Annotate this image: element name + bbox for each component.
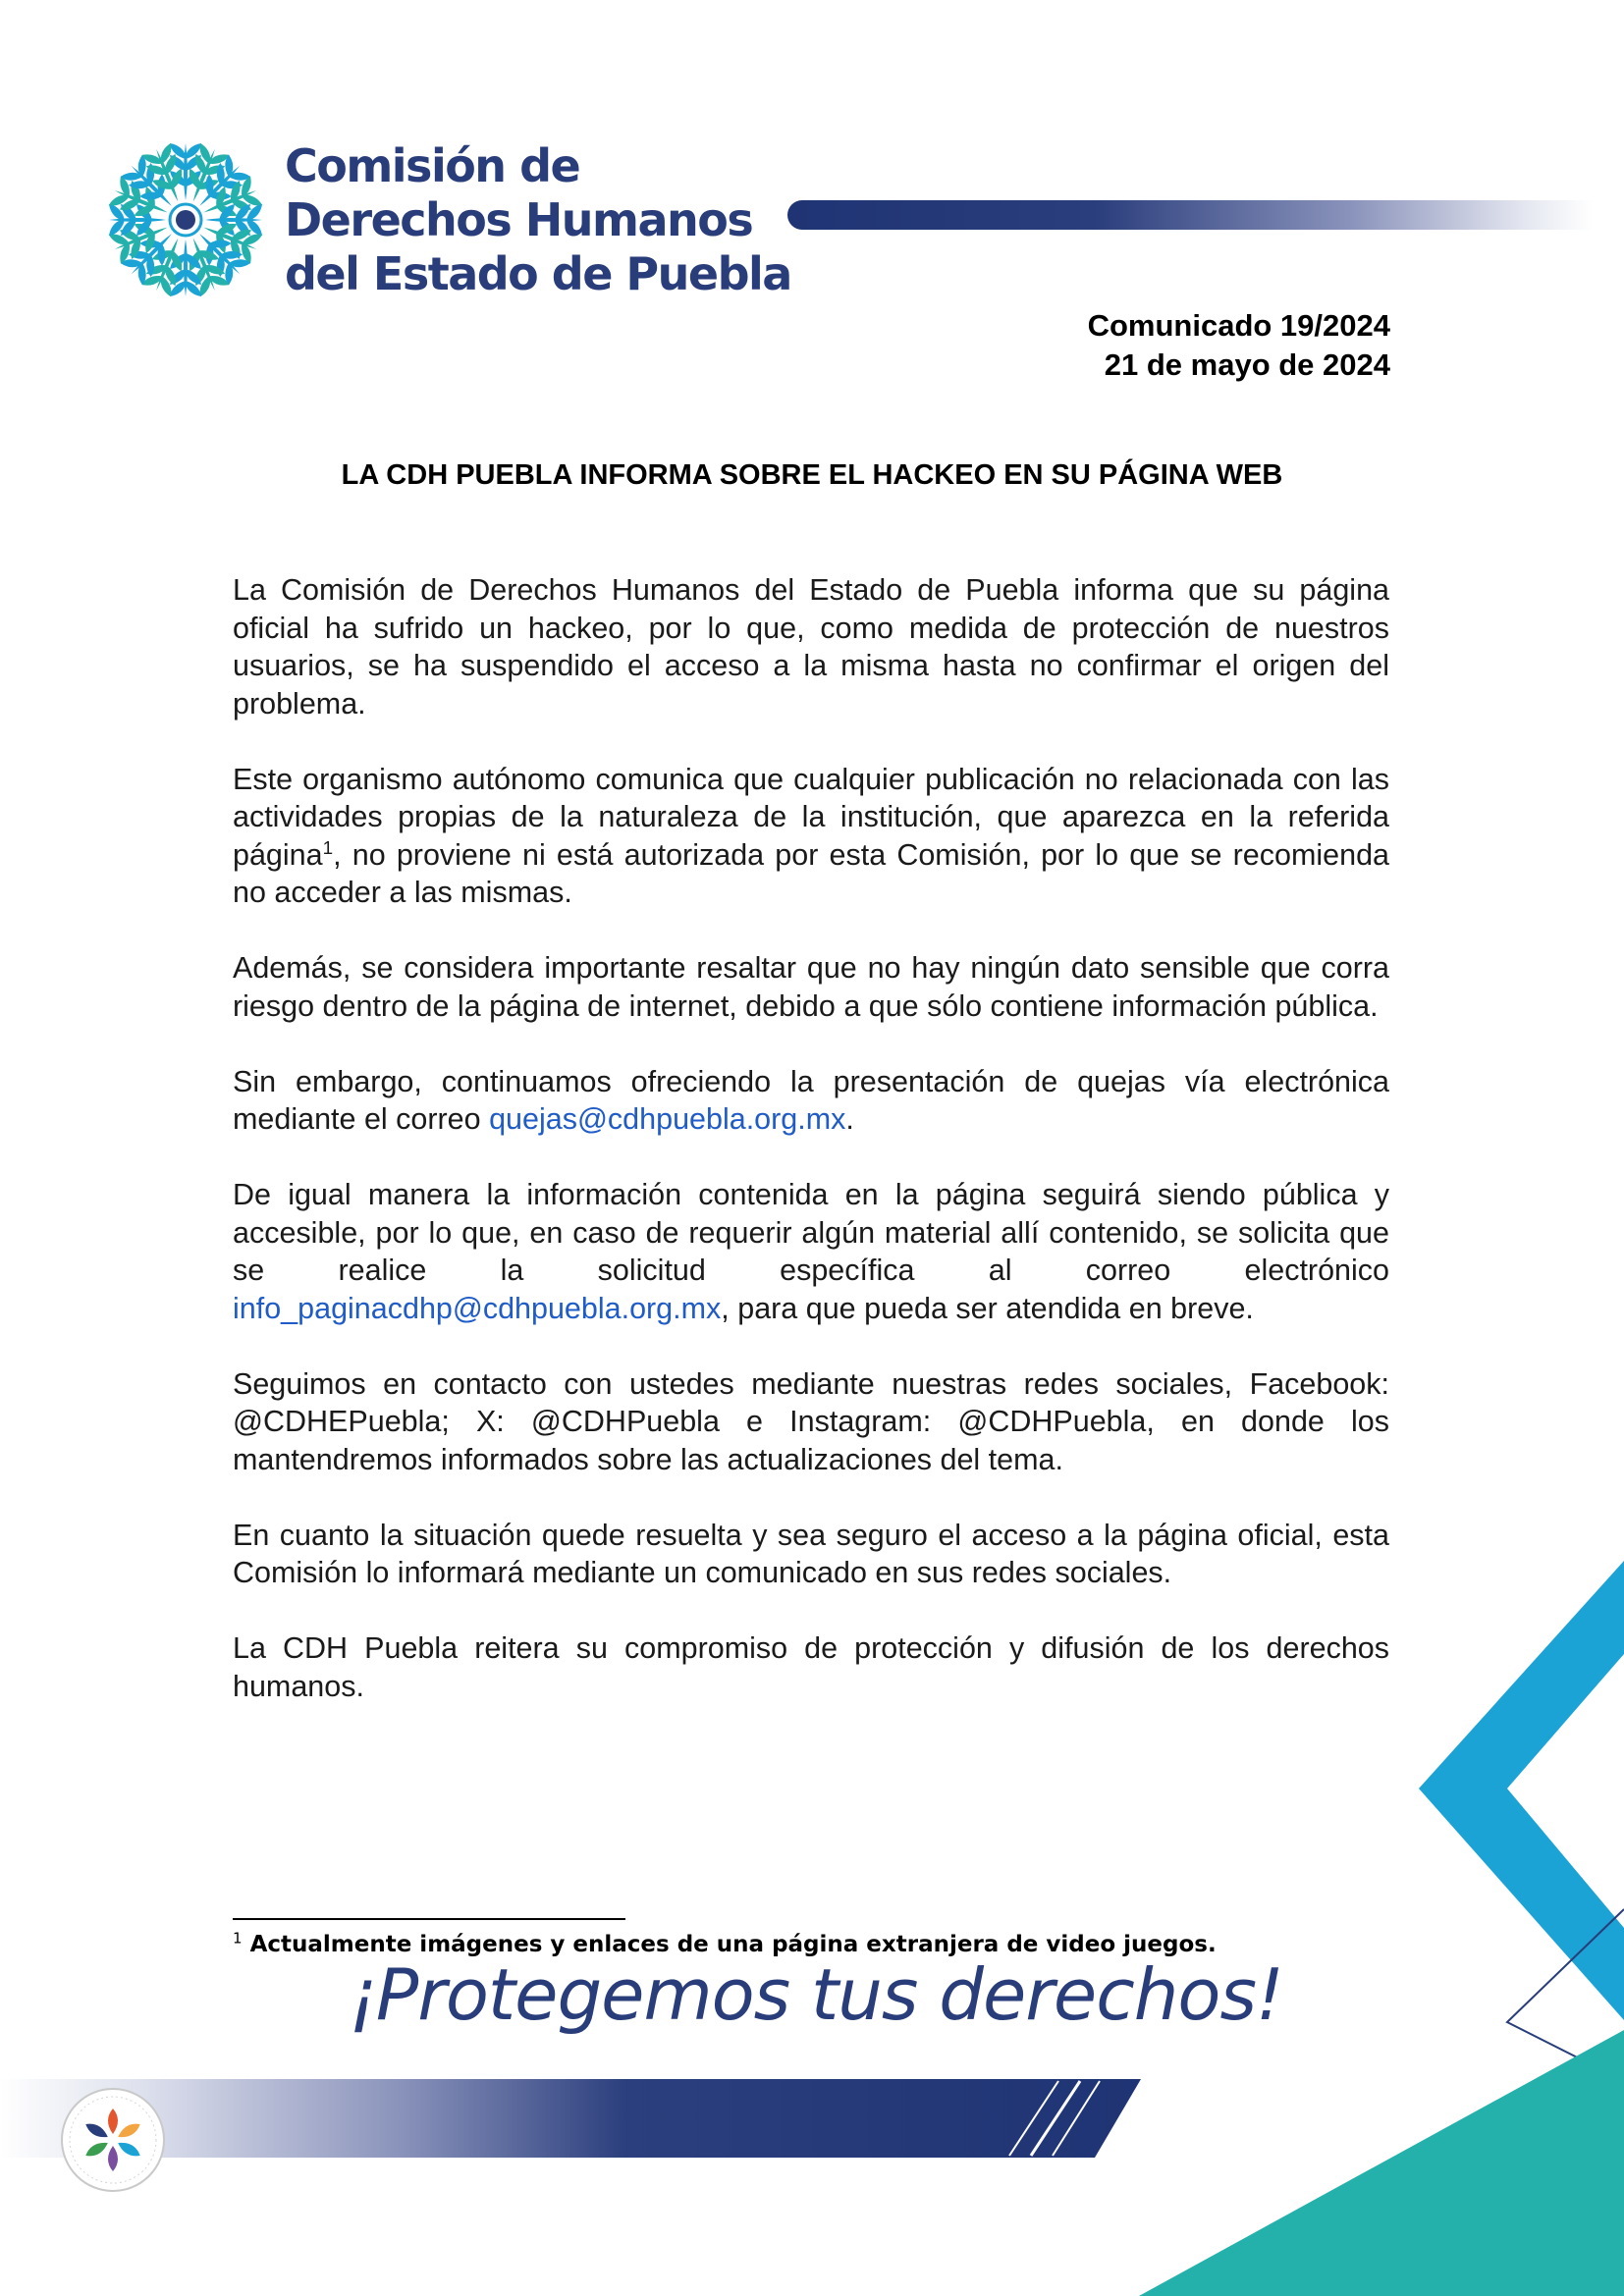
paragraph: Seguimos en contacto con ustedes mediante nuestras redes sociales, Facebook: @CDHEPuebla; X: @CDHPuebla e Instagram: @CDHPuebla, en donde los mantendremos informados sobre las actualizaciones del tema. [233, 1366, 1389, 1476]
paragraph: Además, se considera importante resaltar que no hay ningún dato sensible que corra riesgo dentro de la página de internet, debido a que sólo contiene información pública. [233, 951, 1389, 1023]
footer-decorative-shapes [0, 1561, 1624, 2296]
document-title: LA CDH PUEBLA INFORMA SOBRE EL HACKEO EN SU PÁGINA WEB [341, 459, 1283, 491]
footnote-separator [233, 1918, 625, 1920]
org-name-line: Comisión de [285, 139, 580, 192]
paragraph-text: , no proviene ni está autorizada por esta Comisión, por lo que se recomienda no acceder a las mismas. [233, 837, 1389, 909]
paragraph [233, 1176, 1389, 1327]
document-meta [1088, 306, 1390, 385]
footnote-reference[interactable]: 1 [322, 837, 334, 859]
paragraph-text: Este organismo autónomo comunica que cualquier publicación no relacionada con las actividades propias de la naturaleza de la institución, que aparezca en la referida página [233, 762, 1389, 872]
paragraph-text: De igual manera la información contenida en la página seguirá siendo pública y accesible, por lo que, en caso de requerir algún material allí contenido, se solicita que se realice la solicitud específica al correo electrónico [233, 1178, 1389, 1287]
org-name-line: Derechos Humanos [285, 193, 753, 246]
comunicado-date: 21 de mayo de 2024 [1104, 347, 1390, 382]
email-link-info[interactable]: info_paginacdhp@cdhpuebla.org.mx [233, 1291, 722, 1325]
paragraph: La CDH Puebla reitera su compromiso de protección y difusión de los derechos humanos. [233, 1631, 1389, 1703]
paragraph: En cuanto la situación quede resuelta y sea seguro el acceso a la página oficial, esta Comisión lo informará mediante un comunicado en sus redes sociales. [233, 1518, 1389, 1589]
paragraph-text: Sin embargo, continuamos ofreciendo la presentación de quejas vía electrónica mediante el correo [233, 1064, 1389, 1136]
organization-name [285, 139, 791, 301]
paragraph-text: . [845, 1102, 854, 1136]
footnote-mark: 1 [233, 1929, 243, 1948]
paragraph: La Comisión de Derechos Humanos del Estado de Puebla informa que su página oficial ha sufrido un hackeo, por lo que, como medida de protección de nuestros usuarios, se ha suspendido el acceso a la misma hasta no confirmar el origen del problema. [233, 573, 1389, 721]
slogan: ¡Protegemos tus derechos! [349, 1953, 1283, 2036]
org-name-line: del Estado de Puebla [285, 247, 791, 300]
paragraph-text: , para que pueda ser atendida en breve. [721, 1291, 1254, 1325]
comunicado-number: Comunicado 19/2024 [1087, 308, 1390, 343]
header-decorative-bar [787, 200, 1593, 230]
paragraph [233, 1063, 1389, 1139]
institutional-seal-icon [59, 2086, 167, 2194]
sunburst-flower-icon [103, 137, 268, 302]
footnote-text: Actualmente imágenes y enlaces de una página extranjera de video juegos. [249, 1932, 1217, 1957]
paragraph [233, 761, 1389, 912]
email-link-quejas[interactable]: quejas@cdhpuebla.org.mx [489, 1102, 846, 1136]
